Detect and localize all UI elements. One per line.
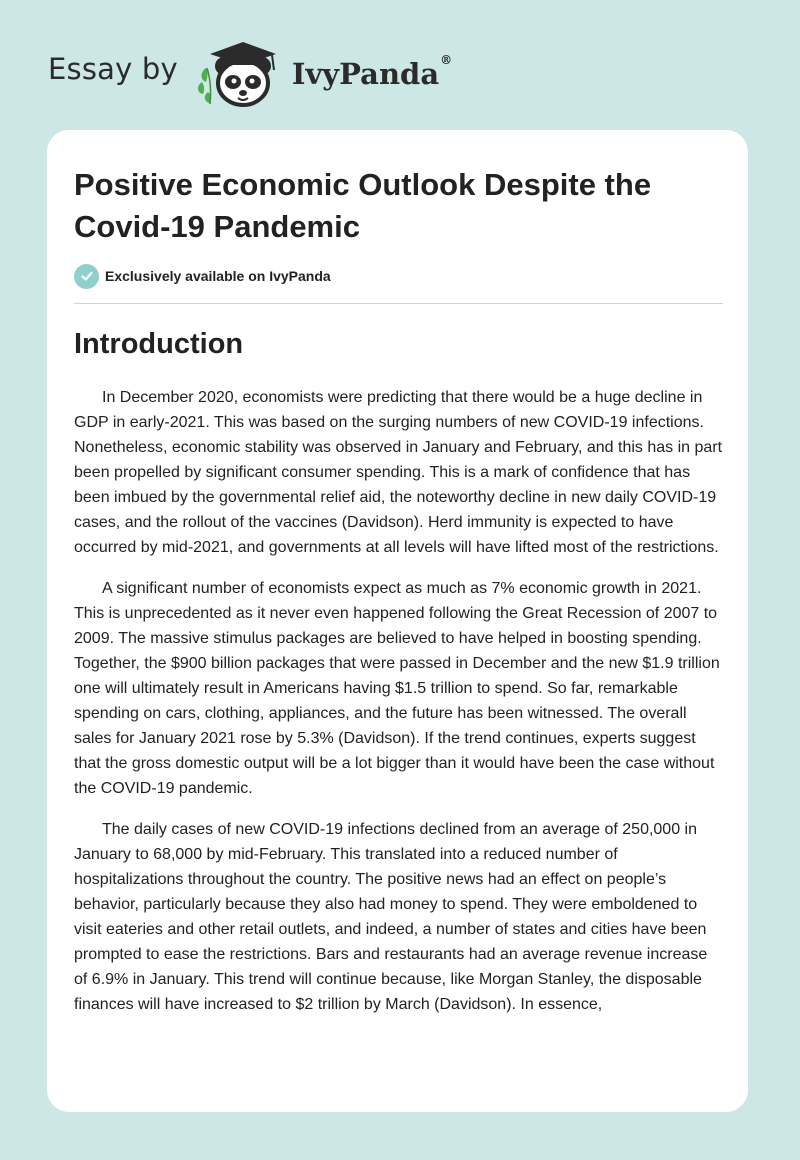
brand-header	[48, 38, 452, 108]
essay-card	[47, 130, 748, 1112]
divider	[74, 303, 723, 304]
exclusive-label: Exclusively available on IvyPanda	[105, 268, 331, 284]
paragraph: A significant number of economists expect as much as 7% economic growth in 2021. This is unprecedented as it never even happened following the Great Recession of 2007 to 2009. The massive stimulus packages are believed to have helped in boosting spending. Together, the $900 billion packages that were passed in December and the new $1.9 trillion one will ultimately result in Americans having $1.5 trillion to spend. So far, remarkable spending on cars, clothing, appliances, and the future has been witnessed. The overall sales for January 2021 rose by 5.3% (Davidson). If the trend continues, experts suggest that the gross domestic output will be a lot bigger than it would have been the case without the COVID-19 pandemic.	[74, 580, 720, 797]
page-title: Positive Economic Outlook Despite the Covid-19 Pandemic	[74, 167, 652, 244]
panda-logo-icon	[192, 38, 288, 108]
paragraph: In December 2020, economists were predicting that there would be a huge decline in GDP in early-2021. This was based on the surging numbers of new COVID-19 infections. Nonetheless, economic stability was observed in January and February, and this has in part been propelled by significant consumer spending. This is a mark of confidence that has been imbued by the governmental relief aid, the noteworthy decline in new daily COVID-19 cases, and the rollout of the vaccines (Davidson). Herd immunity is expected to have occurred by mid-2021, and governments at all levels will have lifted most of the restrictions.	[74, 389, 723, 556]
brand-prefix: Essay by	[48, 52, 178, 86]
exclusive-badge	[74, 263, 331, 289]
registered-mark: ®	[440, 53, 453, 67]
brand-name: IvyPanda®	[291, 53, 453, 91]
article-body	[74, 385, 724, 1033]
check-icon	[74, 264, 99, 289]
paragraph: The daily cases of new COVID-19 infections declined from an average of 250,000 in January to 68,000 by mid-February. This translated into a reduced number of hospitalizations throughout the country. The positive news had an effect on people’s behavior, particularly because they also had money to spend. They were emboldened to visit eateries and other retail outlets, and indeed, a number of states and cities have been prompted to ease the restrictions. Bars and restaurants had an average revenue increase of 6.9% in January. This trend will continue because, like Morgan Stanley, the disposable finances will have increased to $2 trillion by March (Davidson). In essence,	[74, 821, 708, 1013]
section-heading: Introduction	[74, 328, 244, 360]
